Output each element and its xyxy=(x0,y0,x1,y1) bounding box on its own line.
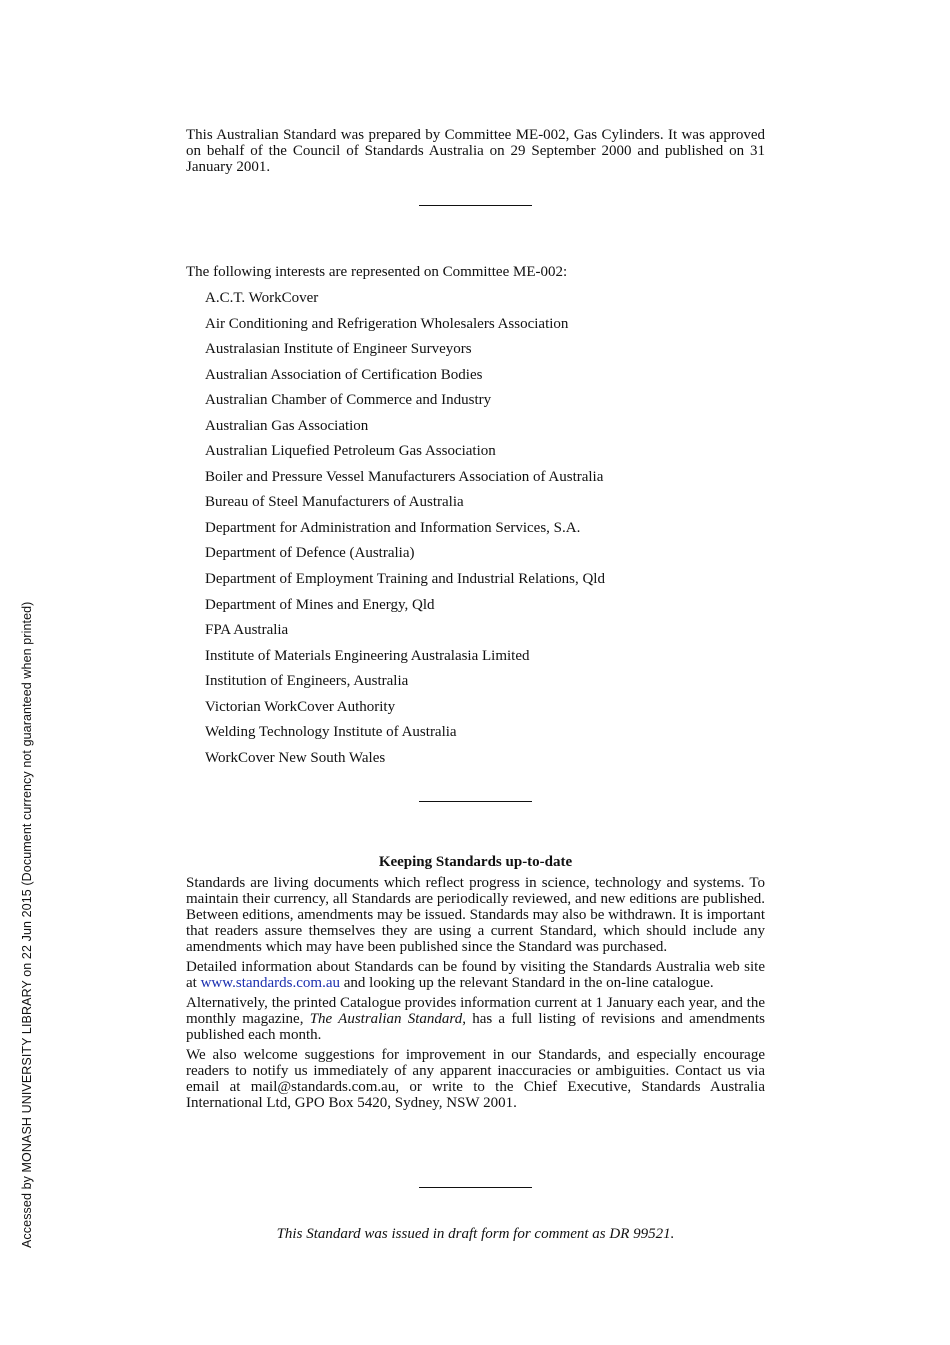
keeping-standards-body xyxy=(186,875,765,1115)
paragraph xyxy=(186,995,765,1043)
list-item: Australasian Institute of Engineer Surveyors xyxy=(205,341,472,358)
section-divider xyxy=(419,801,532,802)
paragraph xyxy=(186,959,765,991)
preparation-statement: This Australian Standard was prepared by Committee ME-002, Gas Cylinders. It was approved on behalf of the Council of Standards Australia on 29 September 2000 and published on 31 January 2001. xyxy=(186,127,765,175)
list-item: Welding Technology Institute of Australia xyxy=(205,724,457,741)
section-divider xyxy=(419,205,532,206)
list-item: WorkCover New South Wales xyxy=(205,749,386,766)
section-divider xyxy=(419,1187,532,1188)
website-link[interactable]: www.standards.com.au xyxy=(200,975,340,991)
paragraph-text: Detailed information about Standards can be found by visiting the Standards Australia web site at xyxy=(186,959,765,991)
paragraph: Standards are living documents which reflect progress in science, technology and systems. To maintain their currency, all Standards are periodically reviewed, and new editions are published. Between editions, amendments may be issued. Standards may also be withdrawn. It is important that readers assure themselves they are using a current Standard, which should include any amendments which may have been published since the Standard was purchased. xyxy=(186,875,765,955)
list-item: Australian Gas Association xyxy=(205,417,369,434)
paragraph: We also welcome suggestions for improvement in our Standards, and especially encourage readers to notify us immediately of any apparent inaccuracies or ambiguities. Contact us via email at mail@standards.com.au, or write to the Chief Executive, Standards Australia International Ltd, GPO Box 5420, Sydney, NSW 2001. xyxy=(186,1047,765,1111)
paragraph-text: , has a full listing of revisions and amendments published each month. xyxy=(186,1011,765,1043)
section-heading: Keeping Standards up-to-date xyxy=(378,854,573,870)
access-watermark: Accessed by MONASH UNIVERSITY LIBRARY on 22 Jun 2015 (Document currency not guaranteed when printed) xyxy=(20,601,34,1248)
committee-intro: The following interests are represented on Committee ME-002: xyxy=(186,264,568,280)
list-item: Australian Association of Certification Bodies xyxy=(205,366,483,383)
list-item: Boiler and Pressure Vessel Manufacturers Association of Australia xyxy=(205,468,604,485)
list-item: Australian Chamber of Commerce and Industry xyxy=(205,392,492,409)
list-item: Australian Liquefied Petroleum Gas Association xyxy=(205,443,496,460)
list-item: Institution of Engineers, Australia xyxy=(205,673,409,690)
list-item: Air Conditioning and Refrigeration Wholesalers Association xyxy=(205,315,569,332)
list-item: Department for Administration and Information Services, S.A. xyxy=(205,519,581,536)
list-item: Department of Defence (Australia) xyxy=(205,545,415,562)
list-item: Department of Employment Training and Industrial Relations, Qld xyxy=(205,571,605,588)
draft-note: This Standard was issued in draft form for comment as DR 99521. xyxy=(276,1226,675,1242)
paragraph-text: Alternatively, the printed Catalogue provides information current at 1 January each year, and the monthly magazine, xyxy=(186,995,765,1027)
list-item: FPA Australia xyxy=(205,622,289,639)
list-item: Institute of Materials Engineering Australasia Limited xyxy=(205,647,530,664)
list-item: Victorian WorkCover Authority xyxy=(205,698,396,715)
paragraph-text: and looking up the relevant Standard in the on-line catalogue. xyxy=(340,975,714,991)
list-item: Department of Mines and Energy, Qld xyxy=(205,596,435,613)
list-item: Bureau of Steel Manufacturers of Australia xyxy=(205,494,464,511)
magazine-title: The Australian Standard xyxy=(309,1011,463,1027)
list-item: A.C.T. WorkCover xyxy=(205,290,319,306)
committee-members-list xyxy=(205,289,605,774)
